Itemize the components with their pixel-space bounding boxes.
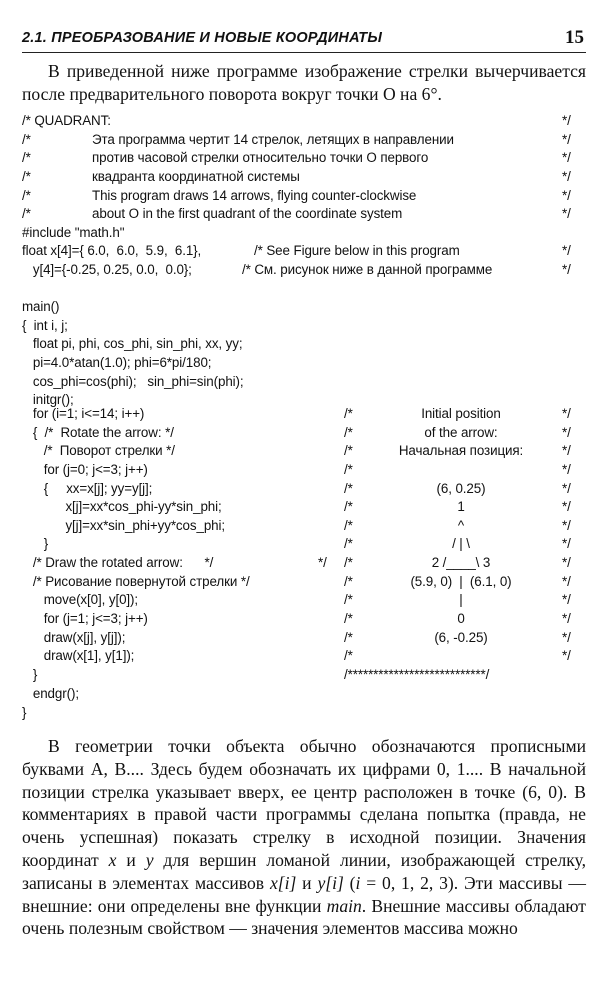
code-line: [22, 261, 590, 280]
comment-close: */: [562, 461, 571, 477]
code-text: draw(x[j], y[j]);: [22, 629, 126, 645]
code-text: draw(x[1], y[1]);: [22, 648, 135, 664]
code-text: for (j=1; j<=3; j++): [22, 611, 148, 627]
comment-open: /*: [344, 461, 353, 477]
body-text: = 0, 1, 2, 3). Эти массивы — внешние: они определены вне функции: [22, 872, 587, 916]
body-var: y: [145, 849, 154, 870]
code-line: [22, 647, 590, 666]
code-text: /* Поворот стрелки */: [22, 443, 175, 459]
intro-paragraph: В приведенной ниже программе изображение стрелки вычерчивается после предварительного поворота вокруг точки О на 6°.: [22, 61, 586, 104]
body-paragraph: [22, 735, 586, 940]
diagram-comment: Начальная позиция:: [398, 443, 524, 459]
code-line: [22, 666, 590, 685]
code-text: }: [22, 666, 38, 682]
comment-close: */: [562, 443, 571, 459]
comment-close: */: [562, 262, 571, 278]
comment-close: */: [562, 611, 571, 627]
code-comment: This program draws 14 arrows, flying counter-clockwise: [92, 187, 417, 203]
code-comment: Эта программа чертит 14 стрелок, летящих в направлении: [92, 131, 454, 147]
code-text: /*: [22, 206, 31, 222]
comment-close: */: [562, 113, 571, 128]
code-line: [22, 112, 590, 131]
code-text: /*: [22, 131, 31, 147]
code-line: [22, 373, 590, 392]
code-line: [22, 298, 590, 317]
code-text: x[j]=xx*cos_phi-yy*sin_phi;: [22, 499, 222, 515]
diagram-comment: |: [459, 592, 463, 608]
comment-open: /*: [344, 406, 353, 421]
code-text: main(): [22, 299, 60, 314]
diagram-comment: ^: [457, 517, 465, 533]
code-text: #include "math.h": [22, 224, 125, 240]
code-line: [22, 442, 590, 461]
code-line: [22, 517, 590, 536]
comment-open: /*: [344, 592, 353, 608]
code-line: [22, 498, 590, 517]
code-line: [22, 187, 590, 206]
comment-open: /*: [344, 517, 353, 533]
code-text: cos_phi=cos(phi); sin_phi=sin(phi);: [22, 373, 244, 389]
comment-close: */: [562, 629, 571, 645]
code-line: [22, 424, 590, 443]
code-line: [22, 480, 590, 499]
code-header-block: [22, 112, 590, 280]
code-line: [22, 224, 590, 243]
code-comment: /* См. рисунок ниже в данной программе: [242, 262, 493, 278]
code-text: }: [22, 536, 49, 552]
comment-close: */: [562, 499, 571, 515]
diagram-comment: of the arrow:: [424, 424, 498, 440]
code-text: /* Draw the rotated arrow: */: [22, 555, 214, 571]
code-line: [22, 149, 590, 168]
code-text: { xx=x[j]; yy=y[j];: [22, 480, 153, 496]
code-text: /* QUADRANT:: [22, 113, 111, 128]
code-line: [22, 317, 590, 336]
code-text: /*: [22, 150, 31, 166]
body-text: . Внешние массивы обладают очень полезным свойством — значения элементов массива можно: [22, 895, 587, 939]
comment-close: */: [562, 243, 571, 259]
code-comment: квадранта координатной системы: [92, 168, 300, 184]
code-line: [22, 685, 590, 704]
comment-close: */: [562, 517, 571, 533]
diagram-comment: (5.9, 0) | (6.1, 0): [410, 573, 512, 589]
code-text: { /* Rotate the arrow: */: [22, 424, 174, 440]
code-line: [22, 242, 590, 261]
code-text: /*: [22, 187, 31, 203]
code-text: /* Рисование повернутой стрелки */: [22, 573, 250, 589]
comment-open: /*: [344, 555, 353, 571]
comment-open: /*: [344, 611, 353, 627]
comment-close: */: [562, 536, 571, 552]
code-text: y[j]=xx*sin_phi+yy*cos_phi;: [22, 517, 226, 533]
comment-close: */: [562, 592, 571, 608]
comment-close: */: [562, 480, 571, 496]
code-text: }: [22, 704, 27, 720]
body-text: и: [116, 849, 146, 870]
running-head: 2.1. ПРЕОБРАЗОВАНИЕ И НОВЫЕ КООРДИНАТЫ: [22, 30, 383, 46]
code-text: endgr();: [22, 686, 79, 701]
comment-open: /*: [344, 573, 353, 589]
code-comment: против часовой стрелки относительно точки О первого: [92, 150, 429, 166]
diagram-comment: / | \: [452, 536, 470, 552]
page-number: 15: [565, 27, 584, 48]
code-text: move(x[0], y[0]);: [22, 592, 139, 608]
code-line: [22, 131, 590, 150]
comment-open: /*: [344, 499, 353, 515]
code-line: [22, 461, 590, 480]
body-var: x[i]: [269, 872, 297, 893]
comment-open: /*: [344, 536, 353, 552]
code-line: [22, 573, 590, 592]
code-text: /*: [22, 168, 31, 184]
body-text: и: [296, 872, 318, 893]
code-line: [22, 554, 590, 573]
comment-close: */: [318, 555, 327, 571]
diagram-comment: 2 /____\ 3: [431, 555, 491, 571]
comment-open: /*: [344, 648, 353, 664]
code-tail-block: [22, 685, 590, 722]
diagram-comment: 1: [457, 499, 465, 515]
code-comment: /* See Figure below in this program: [254, 243, 460, 259]
code-line: [22, 335, 590, 354]
comment-close: */: [562, 555, 571, 571]
code-line: [22, 535, 590, 554]
code-line: [22, 610, 590, 629]
diagram-comment: Initial position: [421, 406, 501, 421]
comment-close: */: [562, 131, 571, 147]
code-text: pi=4.0*atan(1.0); phi=6*pi/180;: [22, 354, 212, 370]
code-line: [22, 354, 590, 373]
page-header: [22, 26, 586, 53]
code-comment: about O in the first quadrant of the coordinate system: [92, 206, 403, 222]
body-var: i: [355, 872, 361, 893]
body-text: (: [343, 872, 356, 893]
comment-close: */: [562, 206, 571, 222]
code-text: y[4]={-0.25, 0.25, 0.0, 0.0};: [22, 262, 192, 278]
code-line: [22, 629, 590, 648]
body-text: для вершин ломаной линии, изображающей стрелку, записаны в элементах массивов: [22, 849, 586, 893]
diagram-comment: 0: [457, 611, 465, 627]
code-text: { int i, j;: [22, 317, 68, 333]
body-var: y[i]: [317, 872, 344, 893]
code-line: [22, 168, 590, 187]
comment-close: */: [562, 187, 571, 203]
body-var: x: [108, 849, 117, 870]
code-line: [22, 205, 590, 224]
comment-close: */: [562, 573, 571, 589]
code-line: [22, 704, 590, 723]
code-main-block: [22, 298, 590, 410]
body-text: В геометрии точки объекта обычно обозначаются прописными буквами А, В.... Здесь будем обозначать их цифрами 0, 1.... В начальной позиции стрелка указывает вверх, ее центр расположен в точке (6, 0). В комментариях в правой части программы сделана попытка (правда, не очень успешная) показать стрелку в исходной позиции. Значения координат: [22, 736, 586, 870]
code-text: for (j=0; j<=3; j++): [22, 461, 148, 477]
diagram-comment: (6, -0.25): [434, 629, 488, 645]
comment-close: */: [562, 424, 571, 440]
code-text: float x[4]={ 6.0, 6.0, 5.9, 6.1},: [22, 243, 202, 259]
code-text: initgr();: [22, 392, 74, 408]
code-line: [22, 591, 590, 610]
code-text: float pi, phi, cos_phi, sin_phi, xx, yy;: [22, 336, 243, 352]
comment-close: */: [562, 168, 571, 184]
comment-close: */: [562, 406, 571, 421]
comment-open: /*: [344, 424, 353, 440]
code-line: [22, 405, 590, 424]
body-var: main: [326, 895, 362, 916]
diagram-comment: (6, 0.25): [436, 480, 486, 496]
comment-open: /*: [344, 480, 353, 496]
comment-open: /*: [344, 629, 353, 645]
code-loop-block: [22, 405, 590, 685]
comment-close: */: [562, 648, 571, 664]
diagram-comment: /***************************/: [344, 666, 490, 682]
code-text: for (i=1; i<=14; i++): [22, 406, 145, 421]
comment-close: */: [562, 150, 571, 166]
comment-open: /*: [344, 443, 353, 459]
